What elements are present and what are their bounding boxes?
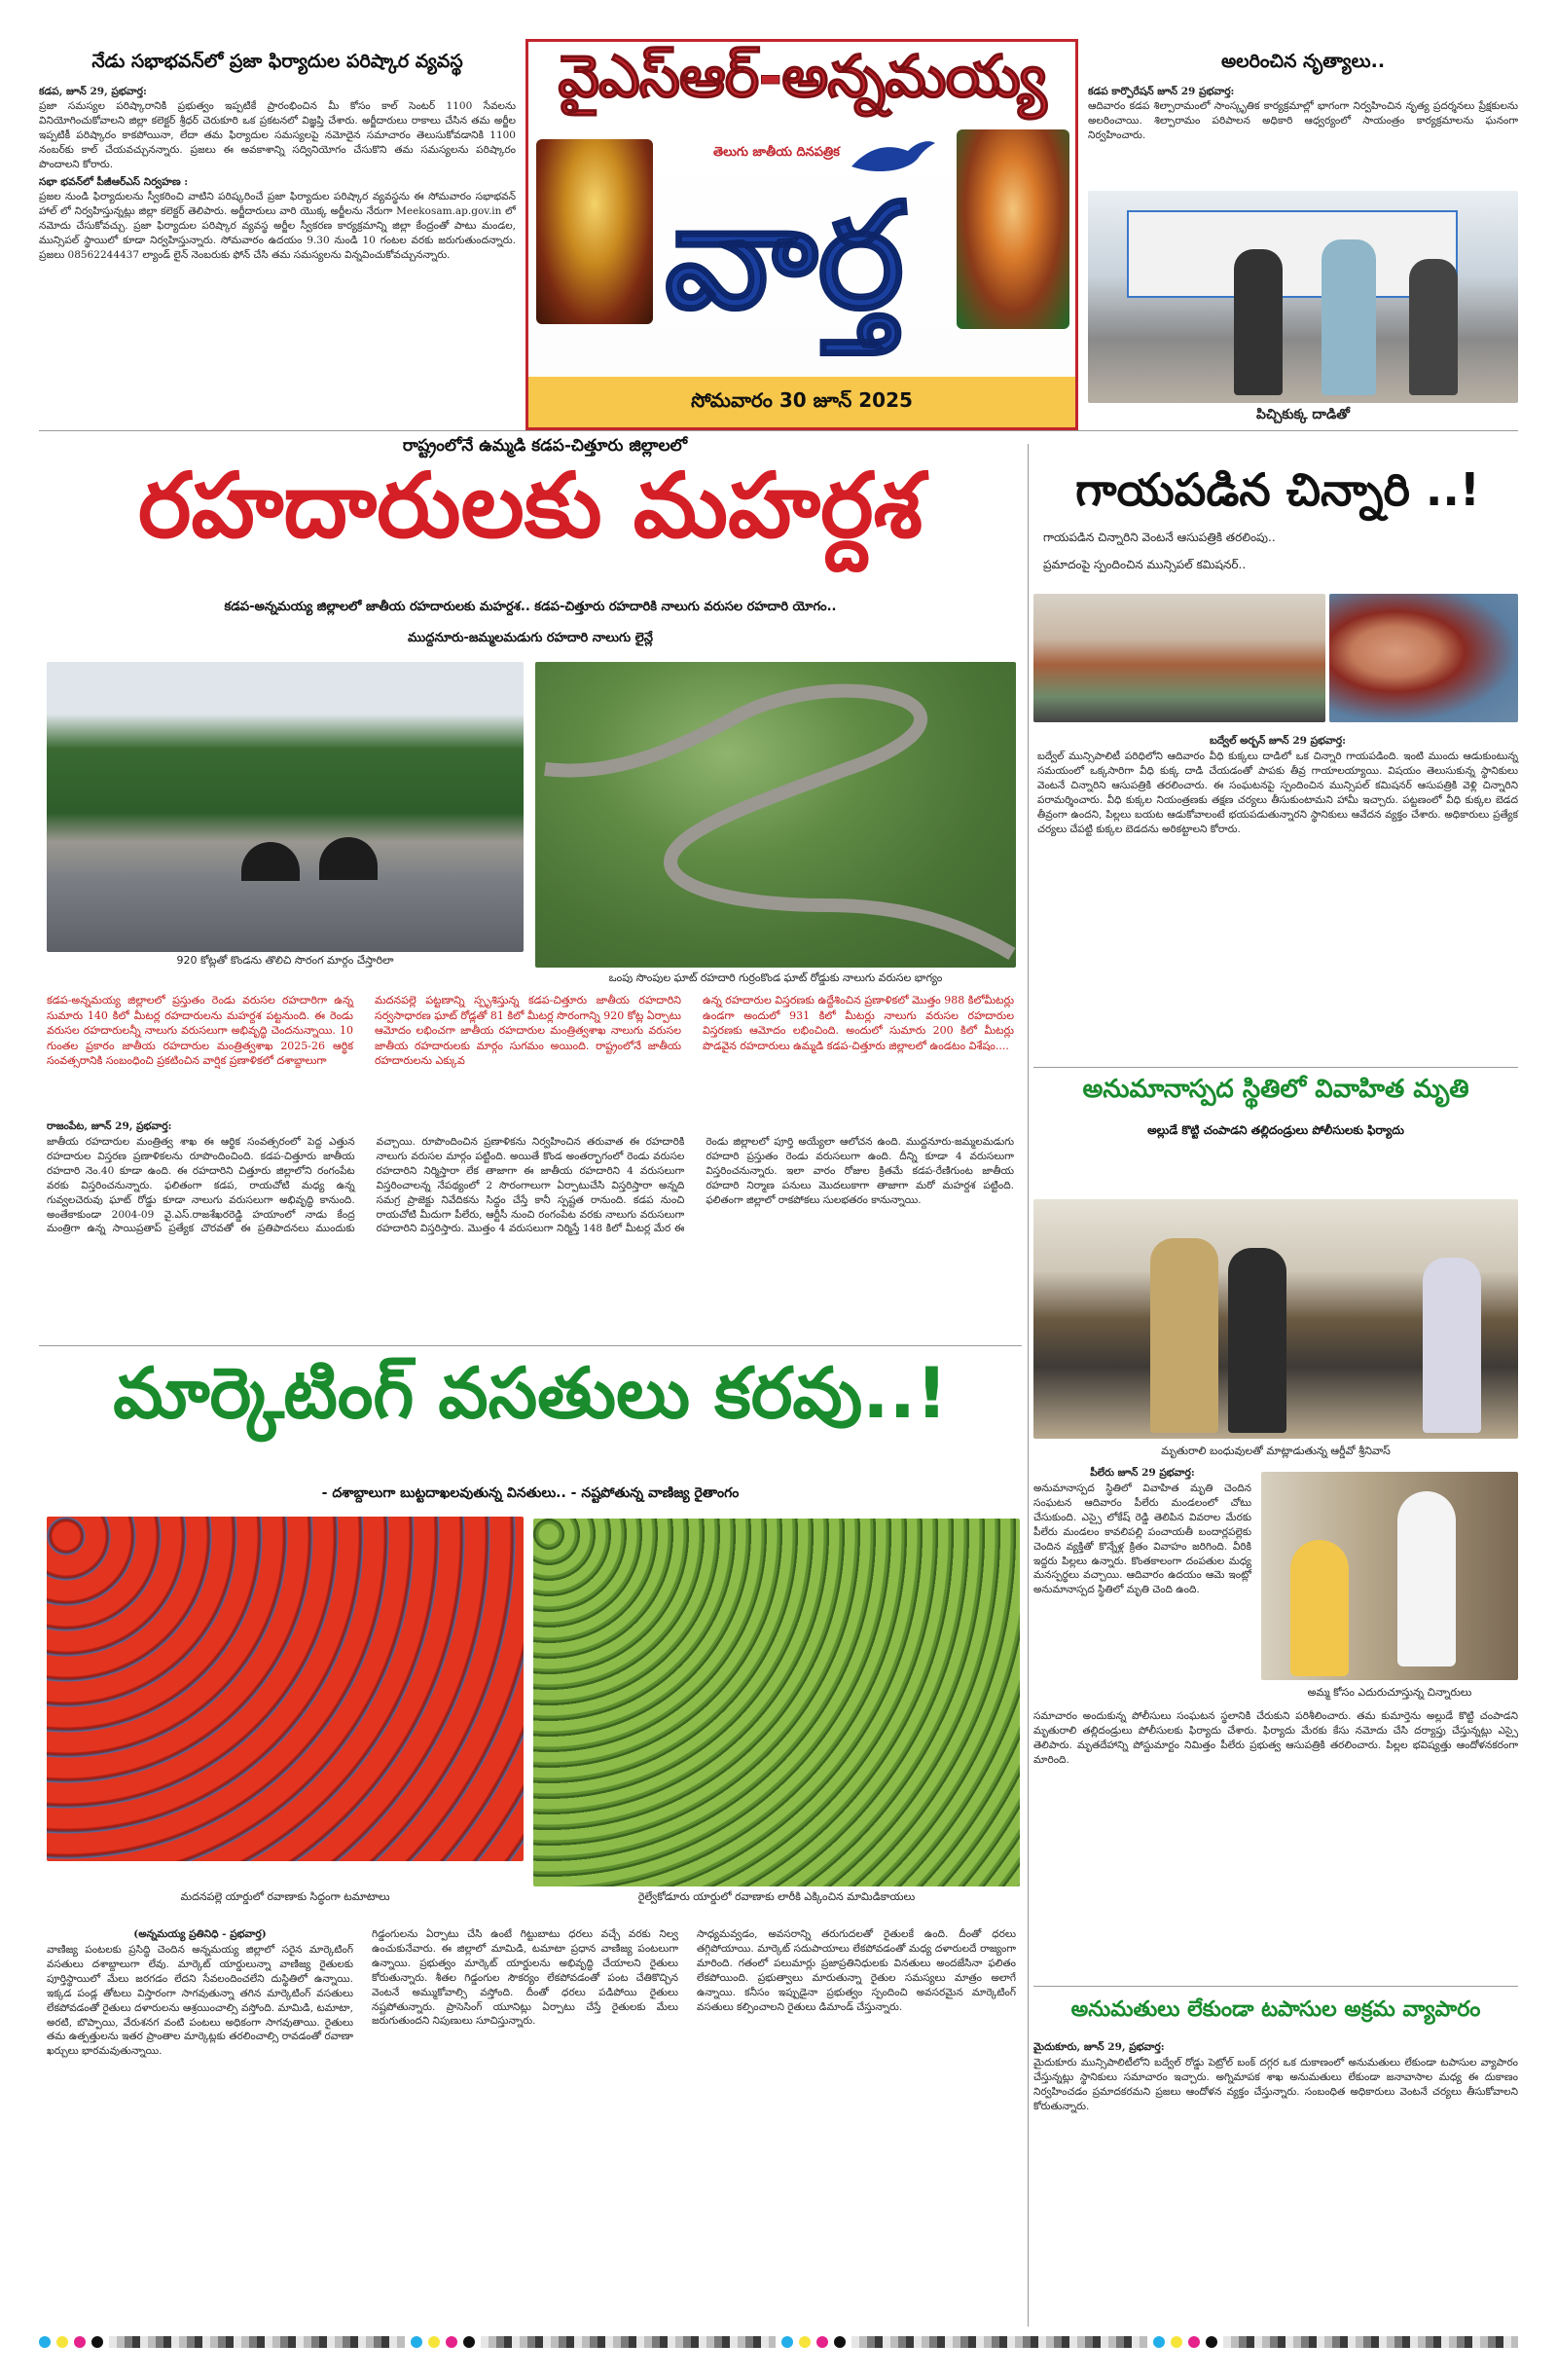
person-figure	[1423, 1258, 1481, 1433]
suicide-body: అనుమానాస్పద స్థితిలో వివాహిత మృతి చెందిన సంఘటన ఆదివారం పీలేరు మండలంలో చోటు చేసుకుంది. ఎస్సై లోకేష్ రెడ్డి తెలిపిన వివరాల మేరకు పీలేరు మండలం కావలిపల్లి పంచాయతీ బందార్లపల్లెకు చెందిన వ్యక్తితో కొన్నేళ్ల క్రితం వివాహం జరిగింది. వీరికి ఇద్దరు పిల్లలు ఉన్నారు. కొంతకాలంగా దంపతుల మధ్య మనస్పర్థలు వచ్చాయి. ఆదివారం ఉదయం ఆమె ఇంట్లో అనుమానాస్పద స్థితిలో మృతి చెంది ఉంది.	[1033, 1483, 1251, 1596]
left-top-dateline: కడప, జూన్ 29, ప్రభవార్త:	[39, 86, 147, 97]
grayscale-strip	[1223, 2336, 1519, 2348]
print-registration-bar	[39, 2334, 1518, 2350]
registration-dot-icon	[411, 2336, 422, 2348]
masthead	[525, 39, 1078, 430]
right-mid-sub2: ప్రమాదంపై స్పందించిన మున్సిపల్ కమిషనర్..	[1043, 558, 1247, 571]
right-mid-headline: గాయపడిన చిన్నారి ..!	[1075, 463, 1480, 516]
left-top-body: ప్రజా సమస్యల పరిష్కారానికి ప్రభుత్వం ఇప్పటికే ప్రారంభించిన మీ కోసం కాల్ సెంటర్ 1100 సేవలను వినియోగించుకోవాలని జిల్లా కలెక్టర్ శ్రీధర్ చెరుకూరి ఒక ప్రకటనలో విజ్ఞప్తి చేశారు. అర్జీదారులు రాకాలు చేసిన తమ అర్జీల ఇప్పటికీ పరిష్కారం కాకపోయినా, లేదా తమ ఫిర్యాదుల సమస్యలపై నమోదైన సమాచారం తెలుసుకోవడానికి 1100 నంబర్‌కు కాల్ చేయవచ్చునన్నారు. ప్రజలు ఈ అవకాశాన్ని సద్వినియోగం చేసుకొని తమ సమస్యలను పరిష్కారం పొందాలని కోరారు.	[39, 99, 516, 170]
column-divider	[1028, 444, 1029, 2326]
masthead-logo-area	[528, 126, 1075, 379]
banner-shape	[1127, 210, 1458, 298]
market-headline: మార్కెటింగ్ వసతులు కరవు..!	[113, 1352, 948, 1434]
registration-dot-icon	[39, 2336, 51, 2348]
right-mid-sub1: గాయపడిన చిన్నారిని వెంటనే ఆసుపత్రికి తరలింపు..	[1043, 531, 1276, 544]
main-headline: రహదారులకు మహర్దశ	[137, 454, 923, 558]
police-photo	[1033, 1199, 1518, 1439]
right-bottom-headline: అనుమతులు లేకుండా టపాసుల అక్రమ వ్యాపారం	[1070, 1997, 1481, 2022]
police-caption: మృతురాలి బంధువులతో మాట్లాడుతున్న ఆర్డీవో శ్రీనివాస్	[1161, 1445, 1391, 1457]
main-red-col2: మదనపల్లె పట్టణాన్ని స్పృశిస్తున్న కడప-చిత్తూరు జాతీయ రహదారిని సర్వసాధారణ ఘాట్ రోడ్లతో 81 కిలో మీటర్ల సొరంగాన్ని 920 కోట్ల ఏర్పాటు ఆమోదం లభించగా జాతీయ రహదారుల మంత్రిత్వశాఖ నాలుగు వరుసల జాతీయ రహదారులకు మార్గం సుగమం అయింది. రాష్ట్రంలోనే జాతీయ రహదారులను ఎక్కువ	[375, 994, 681, 1068]
right-mid-dateline: బద్వేల్ అర్బన్ జూన్ 29 ప్రభవార్త:	[1209, 735, 1347, 747]
right-top-headline: అలరించిన నృత్యాలు..	[1220, 51, 1386, 72]
dancer-figure	[1322, 239, 1376, 395]
suicide-subhead: అల్లుడే కొట్టి చంపాడని తల్లిదండ్రులు పోలీసులకు ఫిర్యాదు	[1147, 1123, 1404, 1137]
tunnel-opening	[319, 837, 378, 880]
suicide-dateline: పీలేరు జూన్ 29 ప్రభవార్త:	[1090, 1467, 1195, 1479]
registration-dot-icon	[74, 2336, 86, 2348]
right-bottom-body: మైదుకూరు మున్సిపాలిటీలోని బద్వేల్ రోడ్డు పెట్రోల్ బంక్ దగ్గర ఒక దుకాణంలో అనుమతులు లేకుండా టపాసుల వ్యాపారం చేస్తున్నట్లు స్థానికులు సమాచారం ఇచ్చారు. అగ్నిమాపక శాఖ అనుమతులు లేకుండా జనావాసాల మధ్య ఈ దుకాణం నిర్వహించడం ప్రమాదకరమని ప్రజలు ఆందోళన వ్యక్తం చేస్తున్నారు. సంబంధిత అధికారులు వెంటనే చర్యలు తీసుకోవాలని కోరుతున్నారు.	[1033, 2057, 1518, 2112]
suicide-headline: అనుమానాస్పద స్థితిలో వివాహిత మృతి	[1082, 1075, 1469, 1104]
deity-left-image	[536, 139, 653, 324]
registration-dot-icon	[463, 2336, 475, 2348]
registration-dot-icon	[1153, 2336, 1165, 2348]
tunnel-photo	[47, 662, 524, 952]
left-top-subhead: సభా భవన్‌లో పీజీఆర్‌ఎస్ నిర్వహణ :	[39, 176, 189, 189]
registration-dot-icon	[56, 2336, 68, 2348]
child-figure	[1397, 1491, 1456, 1666]
registration-dot-icon	[446, 2336, 457, 2348]
main-dateline: రాజంపేట, జూన్ 29, ప్రభవార్త:	[47, 1120, 172, 1132]
person-figure	[1228, 1248, 1286, 1433]
right-mid-body: బద్వేల్ మున్సిపాలిటీ పరిధిలోని ఆదివారం వీధి కుక్కలు దాడిలో ఒక చిన్నారి గాయపడింది. ఇంటి ముందు ఆడుకుంటున్న సమయంలో ఒక్కసారిగా వీధి కుక్క దాడి చేయడంతో పాపకు తీవ్ర గాయాలయ్యాయి. విషయం తెలుసుకున్న స్థానికులు వెంటనే చిన్నారిని ఆసుపత్రికి తరలించారు. ఈ సంఘటనపై స్పందించిన మున్సిపల్ కమిషనర్ ఆసుపత్రికి వెళ్లి చిన్నారిని పరామర్శించారు. వీధి కుక్కల నియంత్రణకు తక్షణ చర్యలు తీసుకుంటామని హామీ ఇచ్చారు. పట్టణంలో వీధి కుక్కల బెడద తీవ్రంగా ఉందని, పిల్లలు బయట ఆడుకోవాలంటే భయపడుతున్నారని స్థానికులు ఆవేదన వ్యక్తం చేశారు. అధికారులు ప్రత్యేక చర్యలు చేపట్టి కుక్కల బెడదను అరికట్టాలని కోరారు.	[1037, 751, 1518, 835]
registration-dot-icon	[1206, 2336, 1217, 2348]
tunnel-opening	[241, 842, 300, 881]
grayscale-strip	[851, 2336, 1147, 2348]
masthead-title: వైఎస్ఆర్-అన్నమయ్య	[558, 43, 1046, 111]
deity-right-image	[957, 129, 1069, 329]
market-byline: (అన్నమయ్య ప్రతినిధి - ప్రభవార్త)	[133, 1928, 267, 1940]
children-photo	[1261, 1472, 1518, 1680]
dancer-figure	[1234, 249, 1283, 395]
divider	[1033, 1067, 1518, 1068]
main-subhead: కడప-అన్నమయ్య జిల్లాలలో జాతీయ రహదారులకు మహర్దశ.. కడప-చిత్తూరు రహదారికి నాలుగు వరుసల రహదారి యోగం..	[224, 600, 837, 614]
main-subhead2: ముద్దనూరు-జమ్మలమడుగు రహదారి నాలుగు లైన్లే	[408, 631, 653, 645]
suicide-body2: సమాచారం అందుకున్న పోలీసులు సంఘటన స్థలానికి చేరుకుని పరిశీలించారు. తమ కుమార్తెను అల్లుడే కొట్టి చంపాడని మృతురాలి తల్లిదండ్రులు పోలీసులకు ఫిర్యాదు చేశారు. ఫిర్యాదు మేరకు కేసు నమోదు చేసి దర్యాప్తు చేస్తున్నట్లు ఎస్సై తెలిపారు. మృతదేహాన్ని పోస్టుమార్టం నిమిత్తం పీలేరు ప్రభుత్వ ఆసుపత్రికి తరలించారు. పిల్లల భవిష్యత్తు ఆందోళనకరంగా మారింది.	[1033, 1710, 1518, 1766]
child-figure	[1290, 1540, 1349, 1676]
main-red-col1: కడప-అన్నమయ్య జిల్లాలలో ప్రస్తుతం రెండు వరుసల రహదారిగా ఉన్న సుమారు 140 కిలో మీటర్ల రహదారులను మహర్దశ పట్టనుంది. ఈ రెండు వరుసల రహదారులన్నీ నాలుగు వరుసలుగా అభివృద్ధి చెందనున్నాయి. 10 గుంతల ప్రకారం జాతీయ రహదారుల మంత్రిత్వశాఖ 2025-26 ఆర్థిక సంవత్సరానికి సంబంధించి ప్రకటించిన వార్షిక ప్రణాళికలో దశాబ్దాలుగా	[47, 994, 353, 1068]
market-col1: వాణిజ్య పంటలకు ప్రసిద్ధి చెందిన అన్నమయ్య జిల్లాలో సరైన మార్కెటింగ్ వసతులు దశాబ్దాలుగా లేవు. మార్కెట్ యార్డులున్నా వాణిజ్య రైతులకు పూర్తిస్థాయిలో మేలు జరగడం లేదని సేవలందించలేని దుస్థితిలో ఉన్నాయి. ఇక్కడ పండ్ల తోటలు విస్తారంగా సాగవుతున్నా తగిన మార్కెటింగ్ వసతులు లేకపోవడంతో రైతులు దళారులను ఆశ్రయించాల్సి వస్తోంది. మామిడి, టమాటా, అరటి, బొప్పాయి, వేరుశనగ వంటి పంటలు అధికంగా సాగవుతాయి. రైతులు తమ ఉత్పత్తులను ఇతర ప్రాంతాల మార్కెట్లకు తరలించాల్సి రావడంతో రవాణా ఖర్చులు భారమవుతున్నాయి.	[47, 1944, 353, 2058]
market-col3: సాధ్యమవ్వడం, అవసరాన్ని తరుగుదలతో రైతులకే ఉంది. దీంతో ధరలు తగ్గిపోయాయి. మార్కెట్ సదుపాయాలు లేకపోవడంతో మధ్య దళారులదే రాజ్యంగా మారింది. గతంలో పలుమార్లు ప్రజాప్రతినిధులకు వినతులు అందజేసినా ఫలితం లేకపోయింది. ప్రభుత్వాలు మారుతున్నా రైతుల సమస్యలు మాత్రం అలాగే ఉన్నాయి. కనీసం ఇప్పుడైనా ప్రభుత్వం స్పందించి అవసరమైన మార్కెటింగ్ వసతులు కల్పించాలని రైతులు డిమాండ్ చేస్తున్నారు.	[697, 1928, 1016, 2013]
registration-dot-icon	[834, 2336, 846, 2348]
winding-road	[535, 662, 1016, 968]
registration-dot-icon	[799, 2336, 811, 2348]
masthead-date: సోమవారం 30 జూన్ 2025	[528, 377, 1075, 427]
registration-dot-icon	[428, 2336, 440, 2348]
hospital-photo	[1033, 594, 1325, 722]
market-subhead: - దశాబ్దాలుగా బుట్టదాఖలవుతున్న వినతులు.. - నష్టపోతున్న వాణిజ్య రైతాంగం	[321, 1485, 740, 1501]
main-red-col3: ఉన్న రహదారుల విస్తరణకు ఉద్దేశించిన ప్రణాళికలో మొత్తం 988 కిలోమీటర్లు ఉండగా అందులో 931 కిలో మీటర్లు నాలుగు వరుసల రహదారుల విస్తరణకు ఆమోదం లభించింది. అందులో సుమారు 200 కిలో మీటర్లు పొడవైన రహదారులు ఉమ్మడి కడప-చిత్తూరు జిల్లాలలో ఉండటం విశేషం....	[703, 994, 1014, 1052]
tunnel-caption: 920 కోట్లతో కొండను తొలిచి సొరంగ మార్గం చేస్తారిలా	[176, 954, 394, 967]
right-top-story	[1088, 51, 1518, 143]
injured-child-photo	[1329, 594, 1518, 722]
divider	[39, 430, 1518, 431]
left-top-headline: నేడు సభాభవన్‌లో ప్రజా ఫిర్యాదుల పరిష్కార వ్యవస్థ	[91, 51, 463, 72]
right-bottom-dateline: మైదుకూరు, జూన్ 29, ప్రభవార్త:	[1033, 2041, 1165, 2053]
main-body: జాతీయ రహదారుల మంత్రిత్వ శాఖ ఈ ఆర్థిక సంవత్సరంలో పెద్ద ఎత్తున రహదారుల విస్తరణ ప్రణాళికలను రూపొందించింది. కడప-చిత్తూరు జాతీయ రహదారి నెం.40 కూడా ఉంది. ఈ రహదారిని చిత్తూరు జిల్లాలోని రంగంపేట వరకు విస్తరించనున్నారు. ఫలితంగా కడప, రాయచోటి మధ్య ఉన్న గువ్వలచెరువు ఘాట్ రోడ్డు కూడా నాలుగు వరుసలుగా అభివృద్ధి కానుంది. అంతేకాకుండా 2004-09 వై.ఎస్.రాజశేఖరరెడ్డి హయాంలో నాడు కేంద్ర మంత్రిగా ఉన్న సాయిప్రతాప్ ప్రత్యేక చొరవతో ఈ ప్రతిపాదనలు ముందుకు వచ్చాయి. రూపొందించిన ప్రణాళికను నిర్వహించిన తరువాత ఈ రహదారికి నాలుగు వరుసల మార్గం పట్టింది. అయితే కొండ అంతర్భాగంలో రెండు వరుసల రహదారిని నిర్మిస్తారా లేక తాజాగా ఈ జాతీయ రహదారిని 4 వరుసలుగా విస్తరించాలన్న నేపథ్యంలో 2 సొరంగాలుగా ఏర్పాటుచేసి విస్తరిస్తారా అన్నది సమగ్ర ప్రాజెక్టు నివేదికను సిద్ధం చేస్తే కానీ స్పష్టత రానుంది. కడప నుంచి రాయచోటి మీదుగా పీలేరు, ఆర్టీసీ నుంచి రంగంపేట వరకు నాలుగు వరుసలుగా రహదారిని విస్తరిస్తారు. మొత్తం 4 వరుసలుగా నిర్మిస్తే 148 కిలో మీటర్ల మేర ఈ రెండు జిల్లాలలో పూర్తి అయ్యేలా ఆలోచన ఉంది. ముద్దనూరు-జమ్మలమడుగు రహదారి ప్రస్తుతం రెండు వరుసలుగా ఉంది. దీన్ని కూడా 4 వరుసలుగా విస్తరించనున్నారు. ఇలా వారం రోజుల క్రితమే కడప-రేణిగుంట జాతీయ రహదారి నిర్మాణ పనులు మొదలుకాగా తాజాగా మరో మహర్దశ పట్టింది. ఫలితంగా జిల్లాలో రాకపోకలు సులభతరం కానున్నాయి.	[47, 1136, 1014, 1235]
right-top-body: ఆదివారం కడప శిల్పారామంలో సాంస్కృతిక కార్యక్రమాల్లో భాగంగా నిర్వహించిన నృత్య ప్రదర్శనలు ప్రేక్షకులను అలరించాయి. శిల్పారామం పరిపాలన అధికారి ఆధ్వర్యంలో సాయంత్రం కార్యక్రమాలను ఘనంగా నిర్వహించారు.	[1088, 99, 1518, 141]
dance-photo	[1088, 191, 1518, 403]
kicker: రాష్ట్రంలోనే ఉమ్మడి కడప-చిత్తూరు జిల్లాలలో	[402, 436, 688, 456]
mango-caption: రైల్వేకోడూరు యార్డులో రవాణాకు లారీకి ఎక్కించిన మామిడికాయలు	[637, 1890, 916, 1903]
grayscale-strip	[109, 2336, 405, 2348]
grayscale-strip	[481, 2336, 777, 2348]
mango-photo	[533, 1519, 1020, 1886]
masthead-title-bar	[528, 42, 1075, 126]
divider	[39, 1345, 1022, 1346]
masthead-name: వార్త	[665, 172, 905, 342]
left-top-body2: ప్రజల నుండి ఫిర్యాదులను స్వీకరించి వాటిని పరిష్కరించే ప్రజా ఫిర్యాదుల పరిష్కార వ్యవస్థను ఈ సోమవారం సభాభవన్ హాల్ లో నిర్వహిస్తున్నట్లు జిల్లా కలెక్టర్ తెలిపారు. అర్జీదారులు వారి యొక్క అర్జీలను నేరుగా Meekosam.ap.gov.in లో నమోదు చేసుకోవచ్చు. ప్రజా ఫిర్యాదుల పరిష్కార వ్యవస్థ అర్జీల స్వీకరణ కార్యక్రమాన్ని జిల్లా కేంద్రంతో పాటు మండల, మున్సిపల్ స్థాయిలో కూడా నిర్వహిస్తున్నారు. సోమవారం ఉదయం 9.30 నుండి 10 గంటల వరకు జరుగుతుందన్నారు. ప్రజలు 08562244437 ల్యాండ్ లైన్ నెంబరుకు ఫోన్ చేసి తమ సమస్యలను విన్నవించుకోవచ్చునన్నారు.	[39, 191, 516, 261]
dancer-figure	[1409, 259, 1458, 395]
registration-dot-icon	[1188, 2336, 1200, 2348]
registration-dot-icon	[816, 2336, 828, 2348]
right-top-dateline: కడప కార్పొరేషన్ జూన్ 29 ప్రభవార్త:	[1088, 86, 1235, 97]
left-top-story	[39, 51, 516, 263]
ghat-caption: ఒంపు సొంపుల ఘాట్ రహదారి గుర్రంకొండ ఘాట్ రోడ్డుకు నాలుగు వరుసల భాగ్యం	[608, 971, 943, 984]
right-top-photo-caption: పిచ్చికుక్క దాడితో	[1256, 407, 1350, 422]
children-caption: అమ్మ కోసం ఎదురుచూస్తున్న చిన్నారులు	[1307, 1686, 1472, 1699]
registration-dot-icon	[1171, 2336, 1182, 2348]
tomato-caption: మదనపల్లె యార్డులో రవాణాకు సిద్ధంగా టమాటాలు	[180, 1890, 390, 1903]
tomato-photo	[47, 1517, 524, 1861]
person-figure	[1150, 1238, 1218, 1433]
ghat-road-photo	[535, 662, 1016, 968]
registration-dot-icon	[781, 2336, 793, 2348]
masthead-tagline: తెలుగు జాతీయ దినపత్రిక	[713, 145, 840, 160]
registration-dot-icon	[91, 2336, 103, 2348]
market-col2: గిడ్డంగులను ఏర్పాటు చేసి ఉంటే గిట్టుబాటు ధరలు వచ్చే వరకు నిల్వ ఉంచుకునేవారు. ఈ జిల్లాలో మామిడి, టమాటా ప్రధాన వాణిజ్య పంటలుగా ఉన్నాయి. ప్రభుత్వం మార్కెట్ యార్డులను అభివృద్ధి చేయాలని రైతులు కోరుతున్నారు. శీతల గిడ్డంగుల సౌకర్యం లేకపోవడంతో పంట చేతికొచ్చిన వెంటనే అమ్ముకోవాల్సి వస్తోంది. దీంతో ధరలు పడిపోయి రైతులు నష్టపోతున్నారు. ప్రాసెసింగ్ యూనిట్లు ఏర్పాటు చేస్తే రైతులకు మేలు జరుగుతుందని నిపుణులు సూచిస్తున్నారు.	[372, 1928, 678, 2028]
divider	[1033, 1986, 1518, 1987]
